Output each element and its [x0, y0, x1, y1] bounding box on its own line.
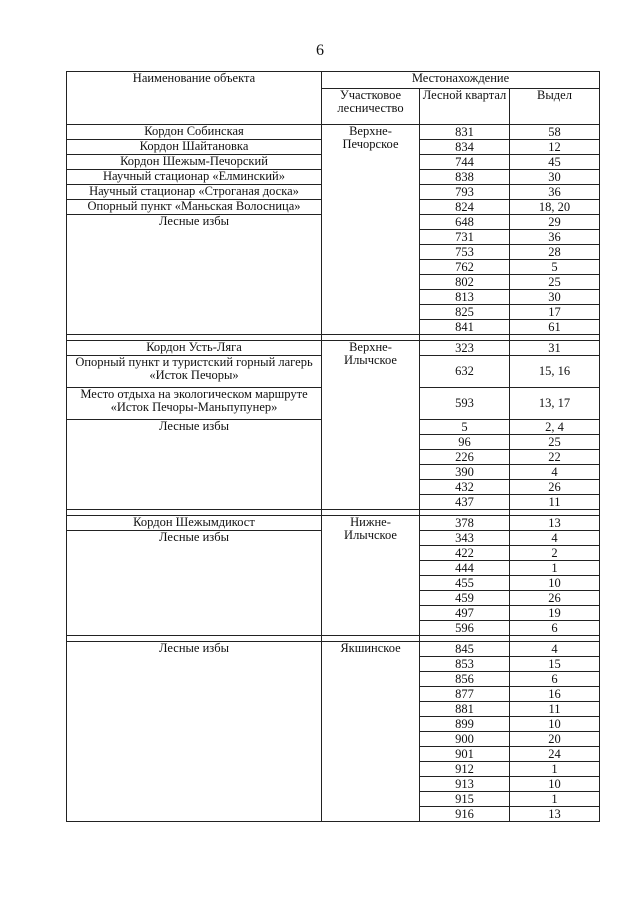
forest-quarter: 226 [420, 450, 510, 465]
forest-quarter: 432 [420, 480, 510, 495]
table-row [67, 341, 600, 356]
allotment: 61 [510, 320, 600, 335]
forest-quarter: 853 [420, 657, 510, 672]
table-row [67, 125, 600, 140]
allotment: 20 [510, 732, 600, 747]
allotment: 13, 17 [510, 388, 600, 420]
forest-quarter: 824 [420, 200, 510, 215]
allotment: 26 [510, 480, 600, 495]
allotment: 1 [510, 792, 600, 807]
forest-quarter: 762 [420, 260, 510, 275]
object-name: Место отдыха на экологическом маршруте «Исток Печоры-Маньпупунер» [67, 388, 322, 420]
allotment: 24 [510, 747, 600, 762]
allotment: 13 [510, 516, 600, 531]
table-row [67, 516, 600, 531]
forest-quarter: 841 [420, 320, 510, 335]
forest-quarter: 793 [420, 185, 510, 200]
allotment: 6 [510, 621, 600, 636]
allotment: 11 [510, 702, 600, 717]
forest-quarter: 497 [420, 606, 510, 621]
allotment: 19 [510, 606, 600, 621]
object-name: Научный стационар «Елминский» [67, 170, 322, 185]
header-quarter: Лесной квартал [420, 89, 510, 125]
table-row [67, 642, 600, 657]
allotment: 4 [510, 531, 600, 546]
allotment: 30 [510, 290, 600, 305]
allotment: 45 [510, 155, 600, 170]
allotment: 10 [510, 576, 600, 591]
object-name: Опорный пункт и туристский горный лагерь «Исток Печоры» [67, 356, 322, 388]
object-name: Лесные избы [67, 215, 322, 335]
object-name: Кордон Шежым-Печорский [67, 155, 322, 170]
forest-quarter: 825 [420, 305, 510, 320]
allotment: 31 [510, 341, 600, 356]
allotment: 25 [510, 275, 600, 290]
header-location: Местонахождение [322, 72, 600, 89]
allotment: 4 [510, 642, 600, 657]
forest-quarter: 831 [420, 125, 510, 140]
district-name: Верхне-Печорское [322, 125, 420, 335]
forest-quarter: 596 [420, 621, 510, 636]
allotment: 12 [510, 140, 600, 155]
object-name: Кордон Усть-Ляга [67, 341, 322, 356]
allotment: 1 [510, 561, 600, 576]
allotment: 1 [510, 762, 600, 777]
district-name: Якшинское [322, 642, 420, 822]
object-name: Опорный пункт «Маньская Волосница» [67, 200, 322, 215]
district-name: Нижне-Илычское [322, 516, 420, 636]
forest-quarter: 437 [420, 495, 510, 510]
forest-quarter: 753 [420, 245, 510, 260]
header-name: Наименование объекта [67, 72, 322, 125]
forest-quarter: 378 [420, 516, 510, 531]
object-name: Лесные избы [67, 642, 322, 822]
allotment: 16 [510, 687, 600, 702]
forest-quarter: 390 [420, 465, 510, 480]
allotment: 26 [510, 591, 600, 606]
forest-quarter: 881 [420, 702, 510, 717]
allotment: 2 [510, 546, 600, 561]
allotment: 6 [510, 672, 600, 687]
forest-quarter: 96 [420, 435, 510, 450]
forest-quarter: 813 [420, 290, 510, 305]
forest-quarter: 838 [420, 170, 510, 185]
allotment: 30 [510, 170, 600, 185]
forest-quarter: 444 [420, 561, 510, 576]
allotment: 58 [510, 125, 600, 140]
object-name: Лесные избы [67, 531, 322, 636]
allotment: 22 [510, 450, 600, 465]
forest-quarter: 422 [420, 546, 510, 561]
allotment: 36 [510, 230, 600, 245]
forest-quarter: 5 [420, 420, 510, 435]
allotment: 11 [510, 495, 600, 510]
forest-quarter: 845 [420, 642, 510, 657]
table-body [67, 125, 600, 822]
allotment: 18, 20 [510, 200, 600, 215]
forest-quarter: 343 [420, 531, 510, 546]
forest-quarter: 648 [420, 215, 510, 230]
allotment: 17 [510, 305, 600, 320]
header-allotment: Выдел [510, 89, 600, 125]
objects-table [66, 71, 600, 822]
forest-quarter: 900 [420, 732, 510, 747]
header-district: Участковое лесничество [322, 89, 420, 125]
object-name: Кордон Шайтановка [67, 140, 322, 155]
forest-quarter: 731 [420, 230, 510, 245]
allotment: 5 [510, 260, 600, 275]
allotment: 15 [510, 657, 600, 672]
forest-quarter: 593 [420, 388, 510, 420]
forest-quarter: 912 [420, 762, 510, 777]
object-name: Лесные избы [67, 420, 322, 510]
forest-quarter: 744 [420, 155, 510, 170]
allotment: 25 [510, 435, 600, 450]
forest-quarter: 459 [420, 591, 510, 606]
allotment: 15, 16 [510, 356, 600, 388]
forest-quarter: 915 [420, 792, 510, 807]
forest-quarter: 877 [420, 687, 510, 702]
page-number: 6 [316, 42, 324, 59]
allotment: 4 [510, 465, 600, 480]
forest-quarter: 916 [420, 807, 510, 822]
allotment: 13 [510, 807, 600, 822]
object-name: Научный стационар «Строганая доска» [67, 185, 322, 200]
allotment: 28 [510, 245, 600, 260]
allotment: 10 [510, 717, 600, 732]
allotment: 29 [510, 215, 600, 230]
forest-quarter: 834 [420, 140, 510, 155]
forest-quarter: 632 [420, 356, 510, 388]
object-name: Кордон Шежымдикост [67, 516, 322, 531]
forest-quarter: 455 [420, 576, 510, 591]
forest-quarter: 913 [420, 777, 510, 792]
forest-quarter: 901 [420, 747, 510, 762]
allotment: 36 [510, 185, 600, 200]
allotment: 2, 4 [510, 420, 600, 435]
allotment: 10 [510, 777, 600, 792]
object-name: Кордон Собинская [67, 125, 322, 140]
forest-quarter: 899 [420, 717, 510, 732]
forest-quarter: 802 [420, 275, 510, 290]
forest-quarter: 323 [420, 341, 510, 356]
forest-quarter: 856 [420, 672, 510, 687]
district-name: Верхне-Илычское [322, 341, 420, 510]
